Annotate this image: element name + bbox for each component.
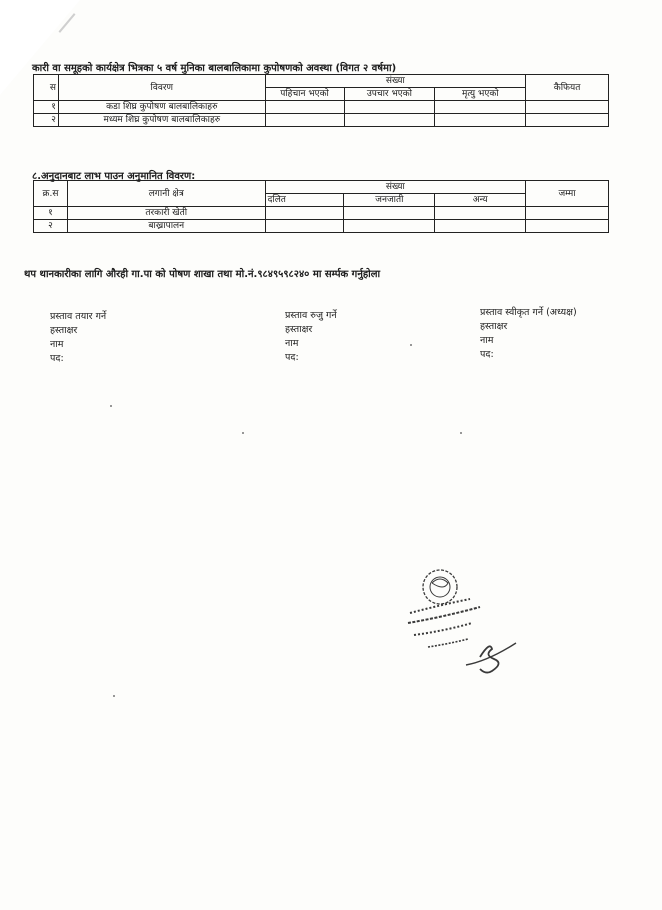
cell-description: कडा शिघ्र कुपोषण बालबालिकाहरु xyxy=(58,101,265,114)
official-stamp-with-signature xyxy=(398,565,533,690)
signature-block-verified xyxy=(285,309,337,365)
cell-other xyxy=(435,207,526,220)
name-label: नाम xyxy=(480,335,494,346)
cell-other xyxy=(435,220,526,233)
cell-deaths xyxy=(435,114,526,127)
scan-speck xyxy=(242,432,244,434)
cell-sn: २ xyxy=(34,114,59,127)
signature-label: हस्ताक्षर xyxy=(50,325,78,336)
table-row xyxy=(34,101,609,114)
name-label: नाम xyxy=(50,339,64,350)
cell-treated xyxy=(344,114,435,127)
col-remarks-header: कैफियत xyxy=(526,75,609,101)
contact-note: थप थानकारीका लागि औरही गा.पा को पोषण शाखा तथा मो.नं.९८४९५९८२४० मा सर्म्पक गर्नुहोला xyxy=(24,269,381,280)
col-total-header: जम्मा xyxy=(526,181,609,207)
cell-sn: १ xyxy=(34,207,68,220)
cell-remarks xyxy=(526,101,609,114)
table-row xyxy=(34,114,609,127)
cell-identified xyxy=(265,114,344,127)
cell-sn: १ xyxy=(34,101,59,114)
signature-block-prepared xyxy=(50,310,106,366)
cell-total xyxy=(526,220,609,233)
col-identified-header: पहिचान भएको xyxy=(265,88,344,101)
post-label: पद: xyxy=(285,352,299,363)
cell-total xyxy=(526,207,609,220)
cell-dalit xyxy=(265,207,344,220)
col-sector-header: लगानी क्षेत्र xyxy=(67,181,265,207)
col-other-header: अन्य xyxy=(435,194,526,207)
table-header-row xyxy=(34,181,609,194)
cell-description: मध्यम शिघ्र कुपोषण बालबालिकाहरु xyxy=(58,114,265,127)
cell-dalit xyxy=(265,220,344,233)
cell-janajati xyxy=(344,220,435,233)
col-janajati-header: जनजाती xyxy=(344,194,435,207)
scan-speck xyxy=(110,405,112,407)
section-7-heading: कारी वा समूहको कार्यक्षेत्र भित्रका ५ वर्ष मुनिका बालबालिकामा कुपोषणको अवस्था (विगत २ वर्षमा) xyxy=(32,63,397,74)
signature-label: हस्ताक्षर xyxy=(285,324,313,335)
col-deaths-header: मृत्यु भएको xyxy=(435,88,526,101)
name-label: नाम xyxy=(285,338,299,349)
signature-title: प्रस्ताव स्वीकृत गर्ने (अध्यक्ष) xyxy=(480,307,577,318)
signature-label: हस्ताक्षर xyxy=(480,321,508,332)
signature-title: प्रस्ताव तयार गर्ने xyxy=(50,311,107,322)
col-count-header: संख्या xyxy=(265,181,526,194)
table-row xyxy=(34,220,609,233)
malnutrition-table xyxy=(33,74,609,127)
signature-block-approved xyxy=(480,306,577,362)
scan-speck xyxy=(113,695,115,697)
table-row xyxy=(34,207,609,220)
cell-remarks xyxy=(526,114,609,127)
col-description-header: विवरण xyxy=(58,75,265,101)
cell-janajati xyxy=(344,207,435,220)
post-label: पद: xyxy=(50,353,64,364)
cell-sn: २ xyxy=(34,220,68,233)
cell-treated xyxy=(344,101,435,114)
post-label: पद: xyxy=(480,349,494,360)
scan-speck xyxy=(410,344,412,346)
section-8-heading: ८.अनुदानबाट लाभ पाउन अनुमानित विवरण: xyxy=(32,171,196,182)
col-treated-header: उपचार भएको xyxy=(344,88,435,101)
col-sn-header: क्र.स xyxy=(34,181,68,207)
table-header-row xyxy=(34,75,609,88)
col-dalit-header: दलित xyxy=(265,194,344,207)
col-count-header: संख्या xyxy=(265,75,526,88)
col-sn-header: स xyxy=(34,75,59,101)
cell-sector: बाख्रापालन xyxy=(67,220,265,233)
cell-sector: तरकारी खेती xyxy=(67,207,265,220)
beneficiary-table xyxy=(33,180,609,233)
signature-title: प्रस्ताव रुजु गर्ने xyxy=(285,310,337,321)
cell-identified xyxy=(265,101,344,114)
cell-deaths xyxy=(435,101,526,114)
scan-speck xyxy=(460,432,462,434)
